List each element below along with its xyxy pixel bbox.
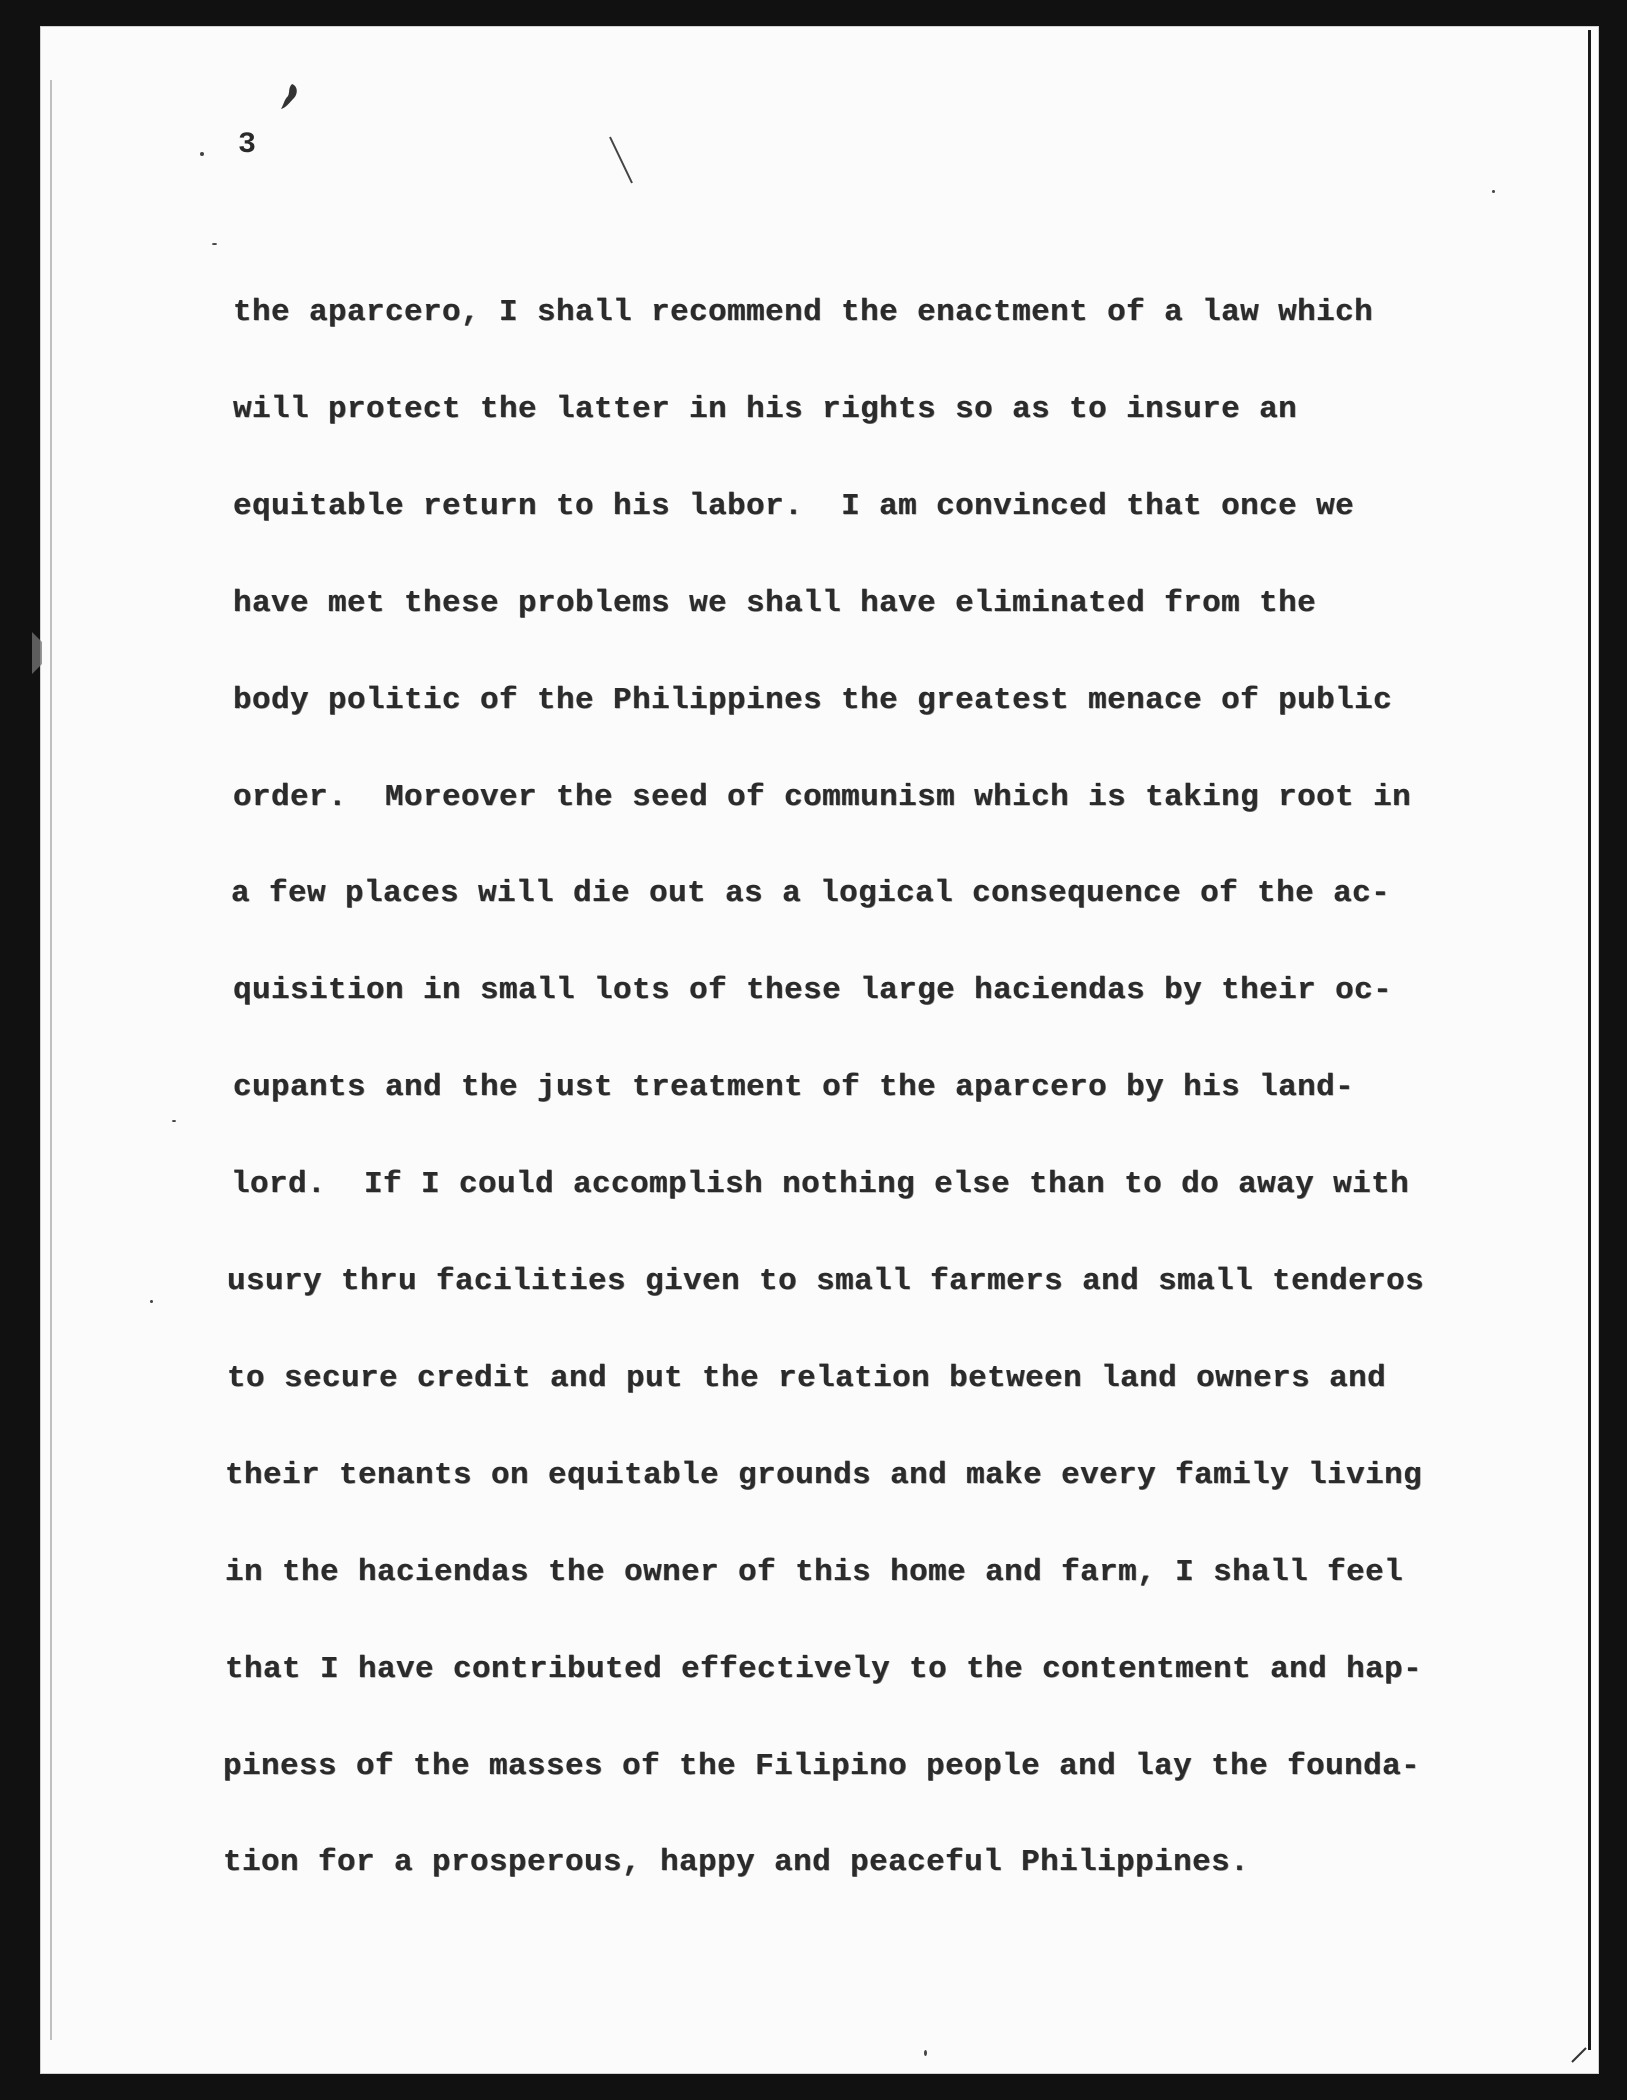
speck-mark [150, 1300, 153, 1303]
speck-mark [1492, 190, 1495, 193]
corner-mark [1570, 2046, 1588, 2064]
speck-mark [212, 243, 217, 245]
text-line: will protect the latter in his rights so as to insure an [233, 391, 1298, 427]
text-line: piness of the masses of the Filipino people and lay the founda- [223, 1748, 1421, 1784]
page-tab-mark [30, 630, 44, 676]
text-line: to secure credit and put the relation between land owners and [227, 1360, 1387, 1396]
speck-mark [200, 152, 204, 156]
text-line: in the haciendas the owner of this home and farm, I shall feel [225, 1554, 1404, 1590]
page-right-edge [1588, 30, 1591, 2050]
text-line: quisition in small lots of these large haciendas by their oc- [233, 973, 1393, 1009]
text-line: cupants and the just treatment of the aparcero by his land- [233, 1070, 1355, 1106]
speck-mark [172, 1120, 176, 1122]
text-line: have met these problems we shall have eliminated from the [233, 585, 1317, 621]
page-left-edge [50, 80, 52, 2040]
page-number: 3 [238, 128, 257, 162]
text-line: equitable return to his labor. I am convinced that once we [233, 488, 1355, 524]
text-line: body politic of the Philippines the greatest menace of public [233, 682, 1393, 718]
text-line: their tenants on equitable grounds and make every family living [225, 1457, 1423, 1493]
ink-blot-mark [278, 82, 300, 112]
text-line: tion for a prosperous, happy and peaceful Philippines. [223, 1845, 1250, 1881]
text-line: usury thru facilities given to small farmers and small tenderos [227, 1264, 1425, 1299]
text-line: order. Moreover the seed of communism which is taking root in [233, 779, 1412, 815]
stray-pen-mark [608, 135, 634, 185]
text-line: the aparcero, I shall recommend the enactment of a law which [233, 295, 1374, 330]
text-line: lord. If I could accomplish nothing else than to do away with [231, 1167, 1410, 1203]
speck-mark [924, 2050, 927, 2056]
text-line: a few places will die out as a logical consequence of the ac- [231, 876, 1391, 912]
text-line: that I have contributed effectively to the contentment and hap- [225, 1651, 1423, 1687]
